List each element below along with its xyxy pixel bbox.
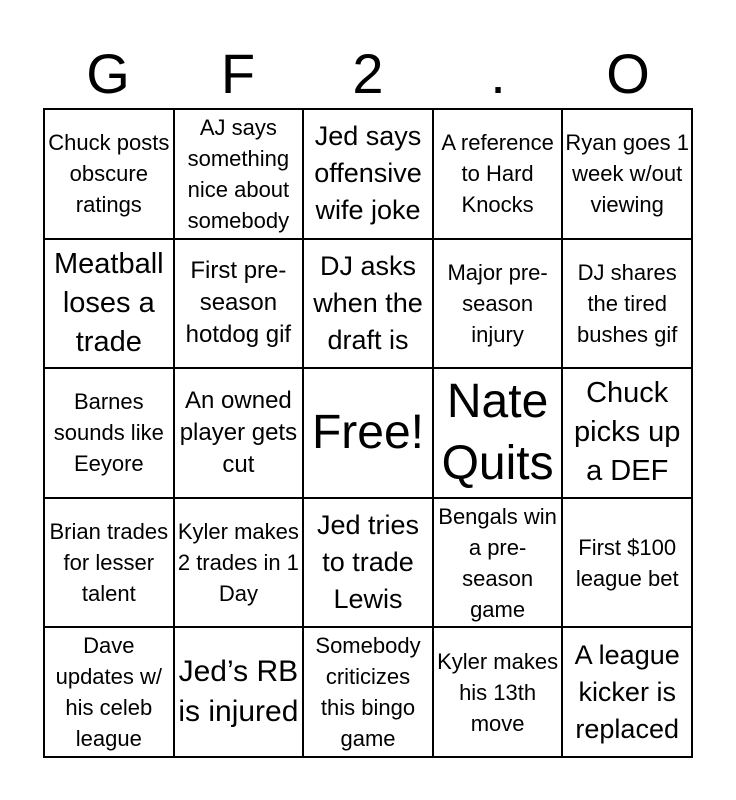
bingo-cell[interactable] (174, 368, 304, 498)
bingo-cell[interactable] (433, 239, 563, 369)
bingo-cell[interactable] (44, 239, 174, 369)
title-letter-dot: . (490, 42, 506, 105)
bingo-cell[interactable] (174, 627, 304, 757)
cell-text: Barnes sounds like Eeyore (53, 389, 164, 477)
bingo-cell[interactable] (44, 109, 174, 239)
cell-text: DJ shares the tired bushes gif (577, 259, 678, 347)
cell-text: A reference to Hard Knocks (441, 130, 554, 218)
cell-text: Bengals win a pre-season game (438, 503, 557, 622)
bingo-cell[interactable] (303, 239, 433, 369)
bingo-cell[interactable] (562, 368, 692, 498)
bingo-cell[interactable] (562, 239, 692, 369)
cell-text: Chuck posts obscure ratings (48, 130, 170, 218)
title-letter-f: F (220, 42, 256, 105)
cell-text: Kyler makes 2 trades in 1 Day (177, 519, 299, 607)
cell-text: First $100 league bet (575, 534, 679, 591)
bingo-cell[interactable] (562, 498, 692, 628)
bingo-cell[interactable] (562, 109, 692, 239)
bingo-cell[interactable] (174, 239, 304, 369)
cell-text: AJ says something nice about somebody (187, 114, 290, 233)
bingo-cell[interactable] (44, 498, 174, 628)
cell-text: Jed’s RB is injured (178, 655, 299, 729)
bingo-cell[interactable] (44, 627, 174, 757)
bingo-cell[interactable] (303, 627, 433, 757)
cell-text: Brian trades for lesser talent (49, 519, 169, 607)
cell-text: Dave updates w/ his celeb league (55, 633, 162, 752)
cell-text: An owned player gets cut (179, 386, 298, 478)
title-letter-o: O (606, 42, 650, 105)
cell-text: Jed tries to trade Lewis (316, 510, 420, 615)
bingo-cell[interactable] (433, 109, 563, 239)
cell-text: DJ asks when the draft is (313, 250, 423, 355)
cell-text: Major pre-season injury (447, 259, 548, 347)
cell-text: Chuck picks up a DEF (574, 377, 681, 488)
title-letter-g: G (86, 42, 130, 105)
bingo-cell[interactable] (174, 109, 304, 239)
cell-text: Meatball loses a trade (53, 247, 164, 358)
cell-text: Kyler makes his 13th move (437, 648, 559, 736)
bingo-cell[interactable] (303, 498, 433, 628)
free-space-text: Free! (311, 405, 424, 459)
bingo-cell[interactable] (562, 627, 692, 757)
bingo-cell[interactable] (433, 627, 563, 757)
bingo-cell[interactable] (174, 498, 304, 628)
bingo-cell[interactable] (44, 368, 174, 498)
title-letter-2: 2 (352, 42, 384, 105)
bingo-title (43, 40, 693, 108)
bingo-cell[interactable] (433, 498, 563, 628)
cell-text: Somebody criticizes this bingo game (315, 633, 421, 752)
cell-text: Ryan goes 1 week w/out viewing (565, 130, 689, 218)
free-space-cell[interactable] (303, 368, 433, 498)
bingo-cell[interactable] (433, 368, 563, 498)
cell-text: Nate Quits (441, 375, 554, 490)
bingo-board (43, 108, 693, 758)
cell-text: First pre-season hotdog gif (185, 257, 292, 349)
bingo-cell[interactable] (303, 109, 433, 239)
cell-text: A league kicker is replaced (574, 639, 680, 744)
cell-text: Jed says offensive wife joke (314, 121, 422, 226)
